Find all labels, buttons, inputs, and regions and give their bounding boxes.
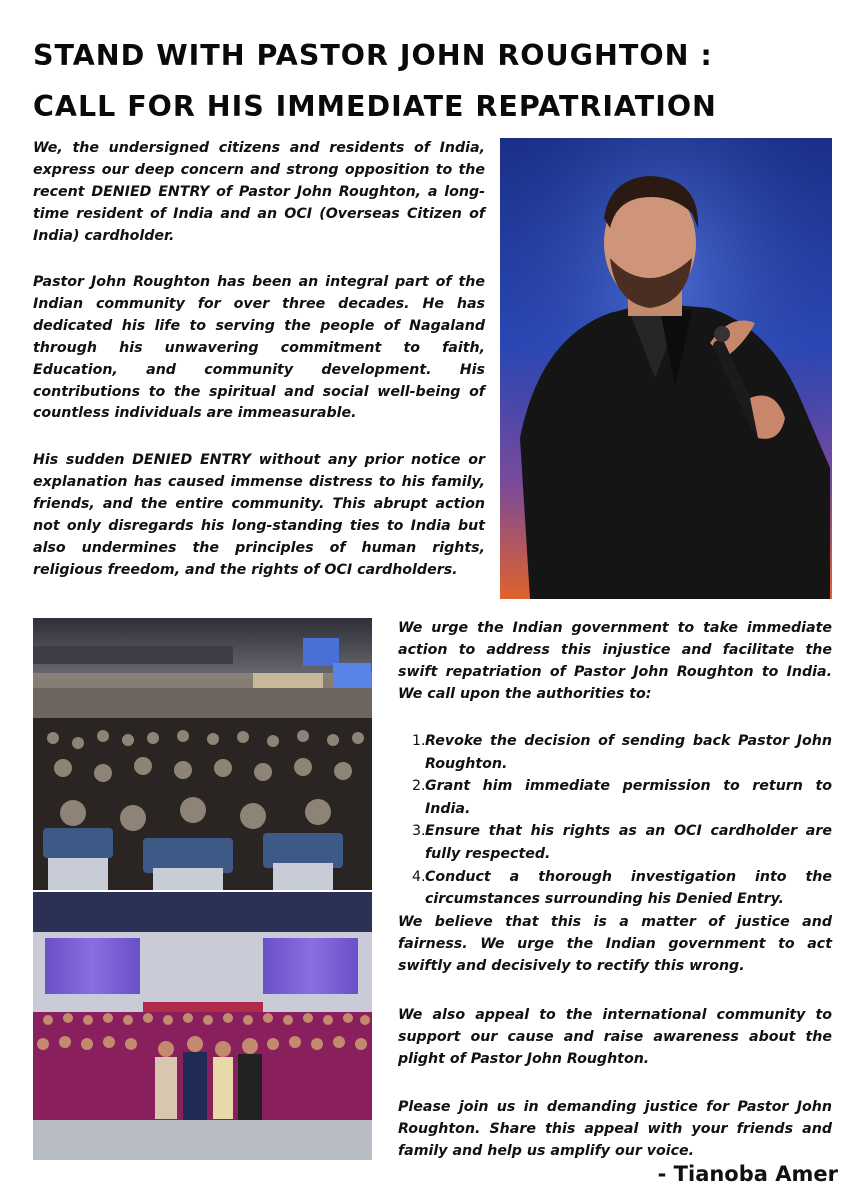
list-number: 4. xyxy=(412,868,426,885)
list-item xyxy=(398,866,832,911)
demand-text: Revoke the decision of sending back Pastor John Roughton. xyxy=(425,733,832,772)
pastor-speaking-photo xyxy=(500,138,832,599)
demand-text: Ensure that his rights as an OCI cardholder are fully respected. xyxy=(425,823,832,862)
denied-entry-paragraph: His sudden DENIED ENTRY without any prior notice or explanation has caused immense distress to his family, friends, and the entire community. This abrupt action not only disregards his long-standing ties to India but also undermines the principles of human rights, religious freedom, and the rights of OCI cardholders. xyxy=(33,452,485,578)
list-number: 3. xyxy=(412,823,426,840)
demand-text: Conduct a thorough investigation into the circumstances surrounding his Denied Entry. xyxy=(425,868,832,908)
urge-government-paragraph: We urge the Indian government to take immediate action to address this injustice and facilitate the swift repatriation of Pastor John Roughton to India. We call upon the authorities to: xyxy=(398,620,832,702)
join-us-paragraph: Please join us in demanding justice for Pastor John Roughton. Share this appeal with your friends and family and help us amplify our voice. xyxy=(398,1099,832,1159)
demand-text: Grant him immediate permission to return to India. xyxy=(425,778,832,817)
justice-paragraph: We believe that this is a matter of justice and fairness. We urge the Indian government to act swiftly and decisively to rectify this wrong. xyxy=(398,914,832,974)
list-item xyxy=(398,775,832,820)
title-line-2: CALL FOR HIS IMMEDIATE REPATRIATION xyxy=(33,90,717,123)
congregation-hall-photo xyxy=(33,618,372,890)
list-number: 1. xyxy=(412,733,426,749)
signature: - Tianoba Amer xyxy=(657,1162,838,1186)
demands-list xyxy=(398,730,832,911)
international-appeal-paragraph: We also appeal to the international community to support our cause and raise awareness about the plight of Pastor John Roughton. xyxy=(398,1007,832,1067)
list-item xyxy=(398,730,832,775)
intro-paragraph: We, the undersigned citizens and residents of India, express our deep concern and strong opposition to the recent DENIED ENTRY of Pastor John Roughton, a long-time resident of India and an OCI (Overseas Citizen of India) cardholder. xyxy=(33,140,485,244)
page-title xyxy=(33,30,833,132)
integral-paragraph: Pastor John Roughton has been an integral part of the Indian community for over three decades. He has dedicated his life to serving the people of Nagaland through his unwavering commitment to faith, Education, and community development. His contributions to the spiritual and social well-being of countless individuals are immeasurable. xyxy=(33,274,485,422)
title-line-1: STAND WITH PASTOR JOHN ROUGHTON : xyxy=(33,39,713,72)
graduation-group-photo xyxy=(33,892,372,1160)
list-number: 2. xyxy=(412,778,426,795)
list-item xyxy=(398,820,832,865)
